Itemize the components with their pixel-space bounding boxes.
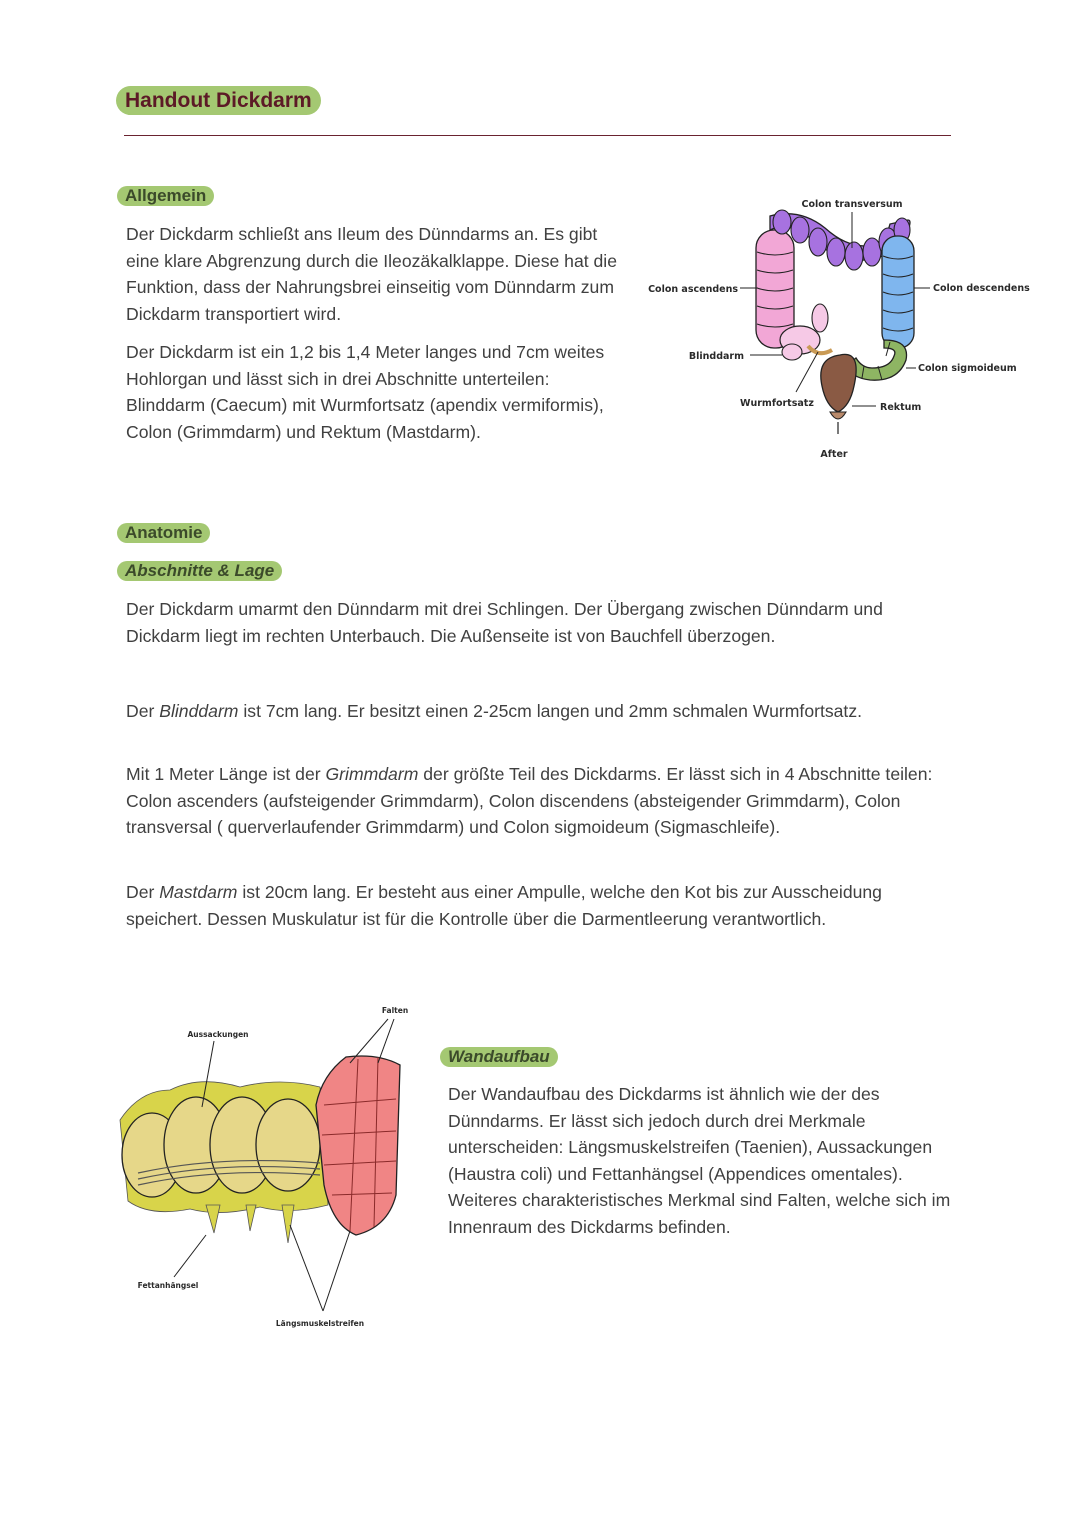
appendix-shape (808, 346, 832, 353)
label-rektum: Rektum (880, 402, 922, 413)
section-heading-wandaufbau: Wandaufbau (440, 1047, 558, 1067)
subsection-heading-abschnitte: Abschnitte & Lage (117, 561, 282, 581)
label-aussackungen: Aussackungen (187, 1030, 249, 1039)
paragraph-allgemein-2: Der Dickdarm ist ein 1,2 bis 1,4 Meter langes und 7cm weites Hohlorgan und lässt sich in drei Abschnitte unterteilen: Blinddarm (Caecum) mit Wurmfortsatz (apendix vermiformis), Colon (Grimmdarm) und Rektum (Mastdarm). (126, 342, 605, 442)
label-colon-descendens: Colon descendens (933, 283, 1030, 294)
label-colon-ascendens: Colon ascendens (648, 284, 738, 295)
page-title: Handout Dickdarm (116, 86, 321, 115)
section-heading-allgemein: Allgemein (117, 186, 214, 206)
rektum-segment (821, 354, 856, 434)
paragraph-mastdarm: Der Mastdarm ist 20cm lang. Er besteht aus einer Ampulle, welche den Kot bis zur Ausscheidung speichert. Dessen Muskulatur ist für die Kontrolle über die Darmentleerung verantwortlich. (126, 882, 882, 929)
colon-descendens-segment (882, 236, 914, 348)
label-after: After (820, 449, 848, 460)
label-laengsmuskelstreifen: Längsmuskelstreifen (275, 1319, 365, 1328)
paragraph-allgemein-1: Der Dickdarm schließt ans Ileum des Dünndarms an. Es gibt eine klare Abgrenzung durch die Ileozäkalklappe. Diese hat die Funktion, dass der Nahrungsbrei einseitig vom Dünndarm zum Dickdarm transportiert wird. (126, 224, 617, 324)
label-falten: Falten (381, 1006, 409, 1015)
label-wurmfortsatz: Wurmfortsatz (740, 398, 814, 409)
paragraph-lage: Der Dickdarm umarmt den Dünndarm mit drei Schlingen. Der Übergang zwischen Dünndarm und Dickdarm liegt im rechten Unterbauch. Die Außenseite ist von Bauchfell überzogen. (126, 599, 883, 646)
label-fettanhaengsel: Fettanhängsel (137, 1281, 199, 1290)
paragraph-grimmdarm: Mit 1 Meter Länge ist der Grimmdarm der größte Teil des Dickdarms. Er lässt sich in 4 Abschnitte teilen: Colon ascenders (aufsteigender Grimmdarm), Colon discendens (absteigender Grimmdarm), Colon transversal ( querverlaufender Grimmdarm) und Colon sigmoideum (Sigmaschleife). (126, 764, 933, 838)
label-colon-sigmoideum: Colon sigmoideum (918, 363, 1017, 374)
section-heading-anatomie: Anatomie (117, 523, 210, 543)
paragraph-blinddarm: Der Blinddarm ist 7cm lang. Er besitzt einen 2-25cm langen und 2mm schmalen Wurmfortsatz. (126, 701, 863, 721)
label-blinddarm: Blinddarm (688, 351, 744, 362)
wall-diagram (110, 995, 430, 1340)
muscle-layer (316, 1056, 400, 1235)
colon-diagram (640, 190, 1040, 470)
paragraph-wandaufbau: Der Wandaufbau des Dickdarms ist ähnlich wie der des Dünndarms. Er lässt sich jedoch durch drei Merkmale unterscheiden: Längsmuskelstreifen (Taenien), Aussackungen (Haustra coli) und Fettanhängsel (Appendices omentales). Weiteres charakteristisches Merkmal sind Falten, welche sich im Innenraum des Dickdarms befinden. (448, 1084, 951, 1237)
label-colon-transversum: Colon transversum (801, 199, 903, 210)
title-divider (124, 135, 951, 136)
